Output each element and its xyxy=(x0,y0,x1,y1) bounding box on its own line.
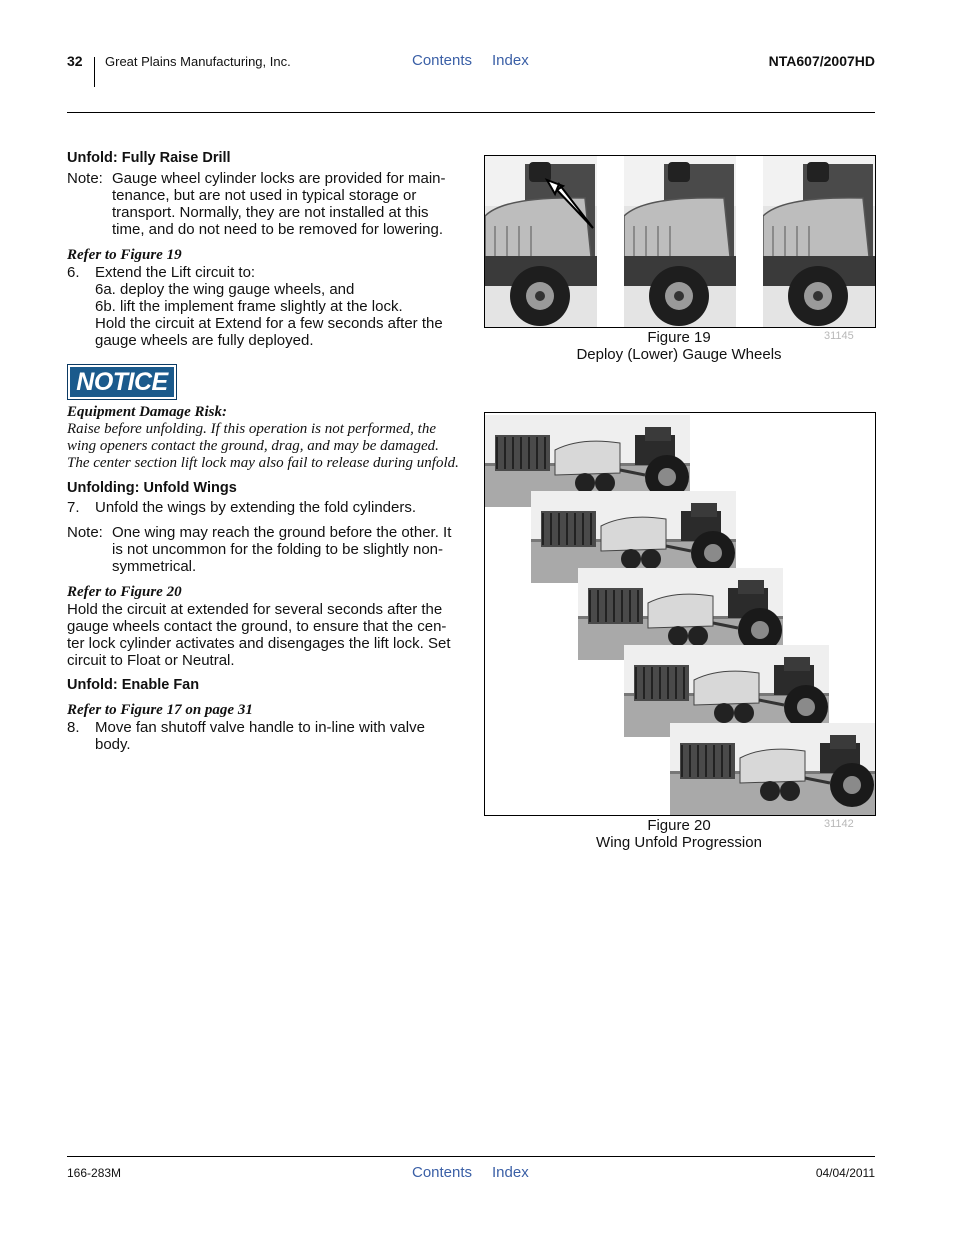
figure-code: 31145 xyxy=(824,330,854,342)
paragraph: Hold the circuit at extended for several seconds after the gauge wheels contact the ground, to ensure that the cen-ter lock cylinder activates and disengages the lift lock. Set circuit to Float or Neutral. xyxy=(67,601,451,669)
step-7 xyxy=(67,499,462,516)
contents-link[interactable]: Contents xyxy=(412,1164,473,1181)
notice-label: NOTICE xyxy=(76,368,168,396)
note xyxy=(67,170,462,238)
figure-reference: Refer to Figure 17 on page 31 xyxy=(67,702,253,718)
figure-label: Figure 19 xyxy=(647,329,711,346)
step-body xyxy=(95,264,462,349)
header-rule xyxy=(67,112,875,113)
notice-heading: Equipment Damage Risk: xyxy=(67,404,228,420)
figure-caption: Wing Unfold Progression xyxy=(596,834,762,851)
footer-date: 04/04/2011 xyxy=(815,1166,875,1180)
gauge-wheel-photo-panels xyxy=(485,156,875,327)
footer-rule xyxy=(67,1156,875,1157)
figure-20-caption xyxy=(484,817,874,851)
figure-20-image xyxy=(484,412,876,816)
note-label: Note: xyxy=(67,170,103,187)
step-line: Hold the circuit at Extend for a few seconds after the gauge wheels are fully deployed. xyxy=(95,315,443,349)
step-8 xyxy=(67,719,462,753)
step-6 xyxy=(67,264,462,349)
notice-body: Raise before unfolding. If this operation is not performed, the wing openers contact the ground, drag, and may be damaged. The center section lift lock may also fail to release during unfold. xyxy=(67,421,459,471)
figure-19-caption xyxy=(484,329,874,363)
section-fully-raise-drill xyxy=(67,150,462,349)
notice-block xyxy=(67,404,462,753)
notice-badge xyxy=(67,364,177,400)
step-line: Extend the Lift circuit to: xyxy=(95,264,256,281)
note-text: Gauge wheel cylinder locks are provided for main-tenance, but are not used in typical storage or transport. Normally, they are not installed at this time, and do not need to be removed for lowering. xyxy=(112,170,446,238)
model-number: NTA607/2007HD xyxy=(768,53,875,69)
step-number: 7. xyxy=(67,499,80,516)
index-link[interactable]: Index xyxy=(492,1164,529,1181)
step-text: Move fan shutoff valve handle to in-line with valve body. xyxy=(95,719,425,753)
step-text: Unfold the wings by extending the fold cylinders. xyxy=(95,499,417,516)
note-label: Note: xyxy=(67,524,103,541)
index-link[interactable]: Index xyxy=(492,52,529,69)
figure-reference: Refer to Figure 19 xyxy=(67,247,182,263)
company-name: Great Plains Manufacturing, Inc. xyxy=(105,54,291,69)
figure-label: Figure 20 xyxy=(647,817,711,834)
figure-reference: Refer to Figure 20 xyxy=(67,584,182,600)
wing-unfold-photo-sequence xyxy=(485,413,875,815)
section-title: Unfold: Fully Raise Drill xyxy=(67,150,231,166)
doc-number: 166-283M xyxy=(67,1166,122,1180)
note xyxy=(67,524,462,575)
contents-link[interactable]: Contents xyxy=(412,52,473,69)
section-title: Unfold: Enable Fan xyxy=(67,677,200,693)
figure-code: 31142 xyxy=(824,818,854,830)
figure-19-image xyxy=(484,155,876,328)
header-divider xyxy=(94,57,95,87)
section-title: Unfolding: Unfold Wings xyxy=(67,480,237,496)
step-line: 6b. lift the implement frame slightly at the lock. xyxy=(95,298,403,315)
figure-caption: Deploy (Lower) Gauge Wheels xyxy=(576,346,782,363)
step-number: 8. xyxy=(67,719,80,736)
page-number: 32 xyxy=(67,53,83,69)
note-text: One wing may reach the ground before the other. It is not uncommon for the folding to be slightly non-symmetrical. xyxy=(112,524,452,575)
step-line: 6a. deploy the wing gauge wheels, and xyxy=(95,281,355,298)
step-number: 6. xyxy=(67,264,80,281)
